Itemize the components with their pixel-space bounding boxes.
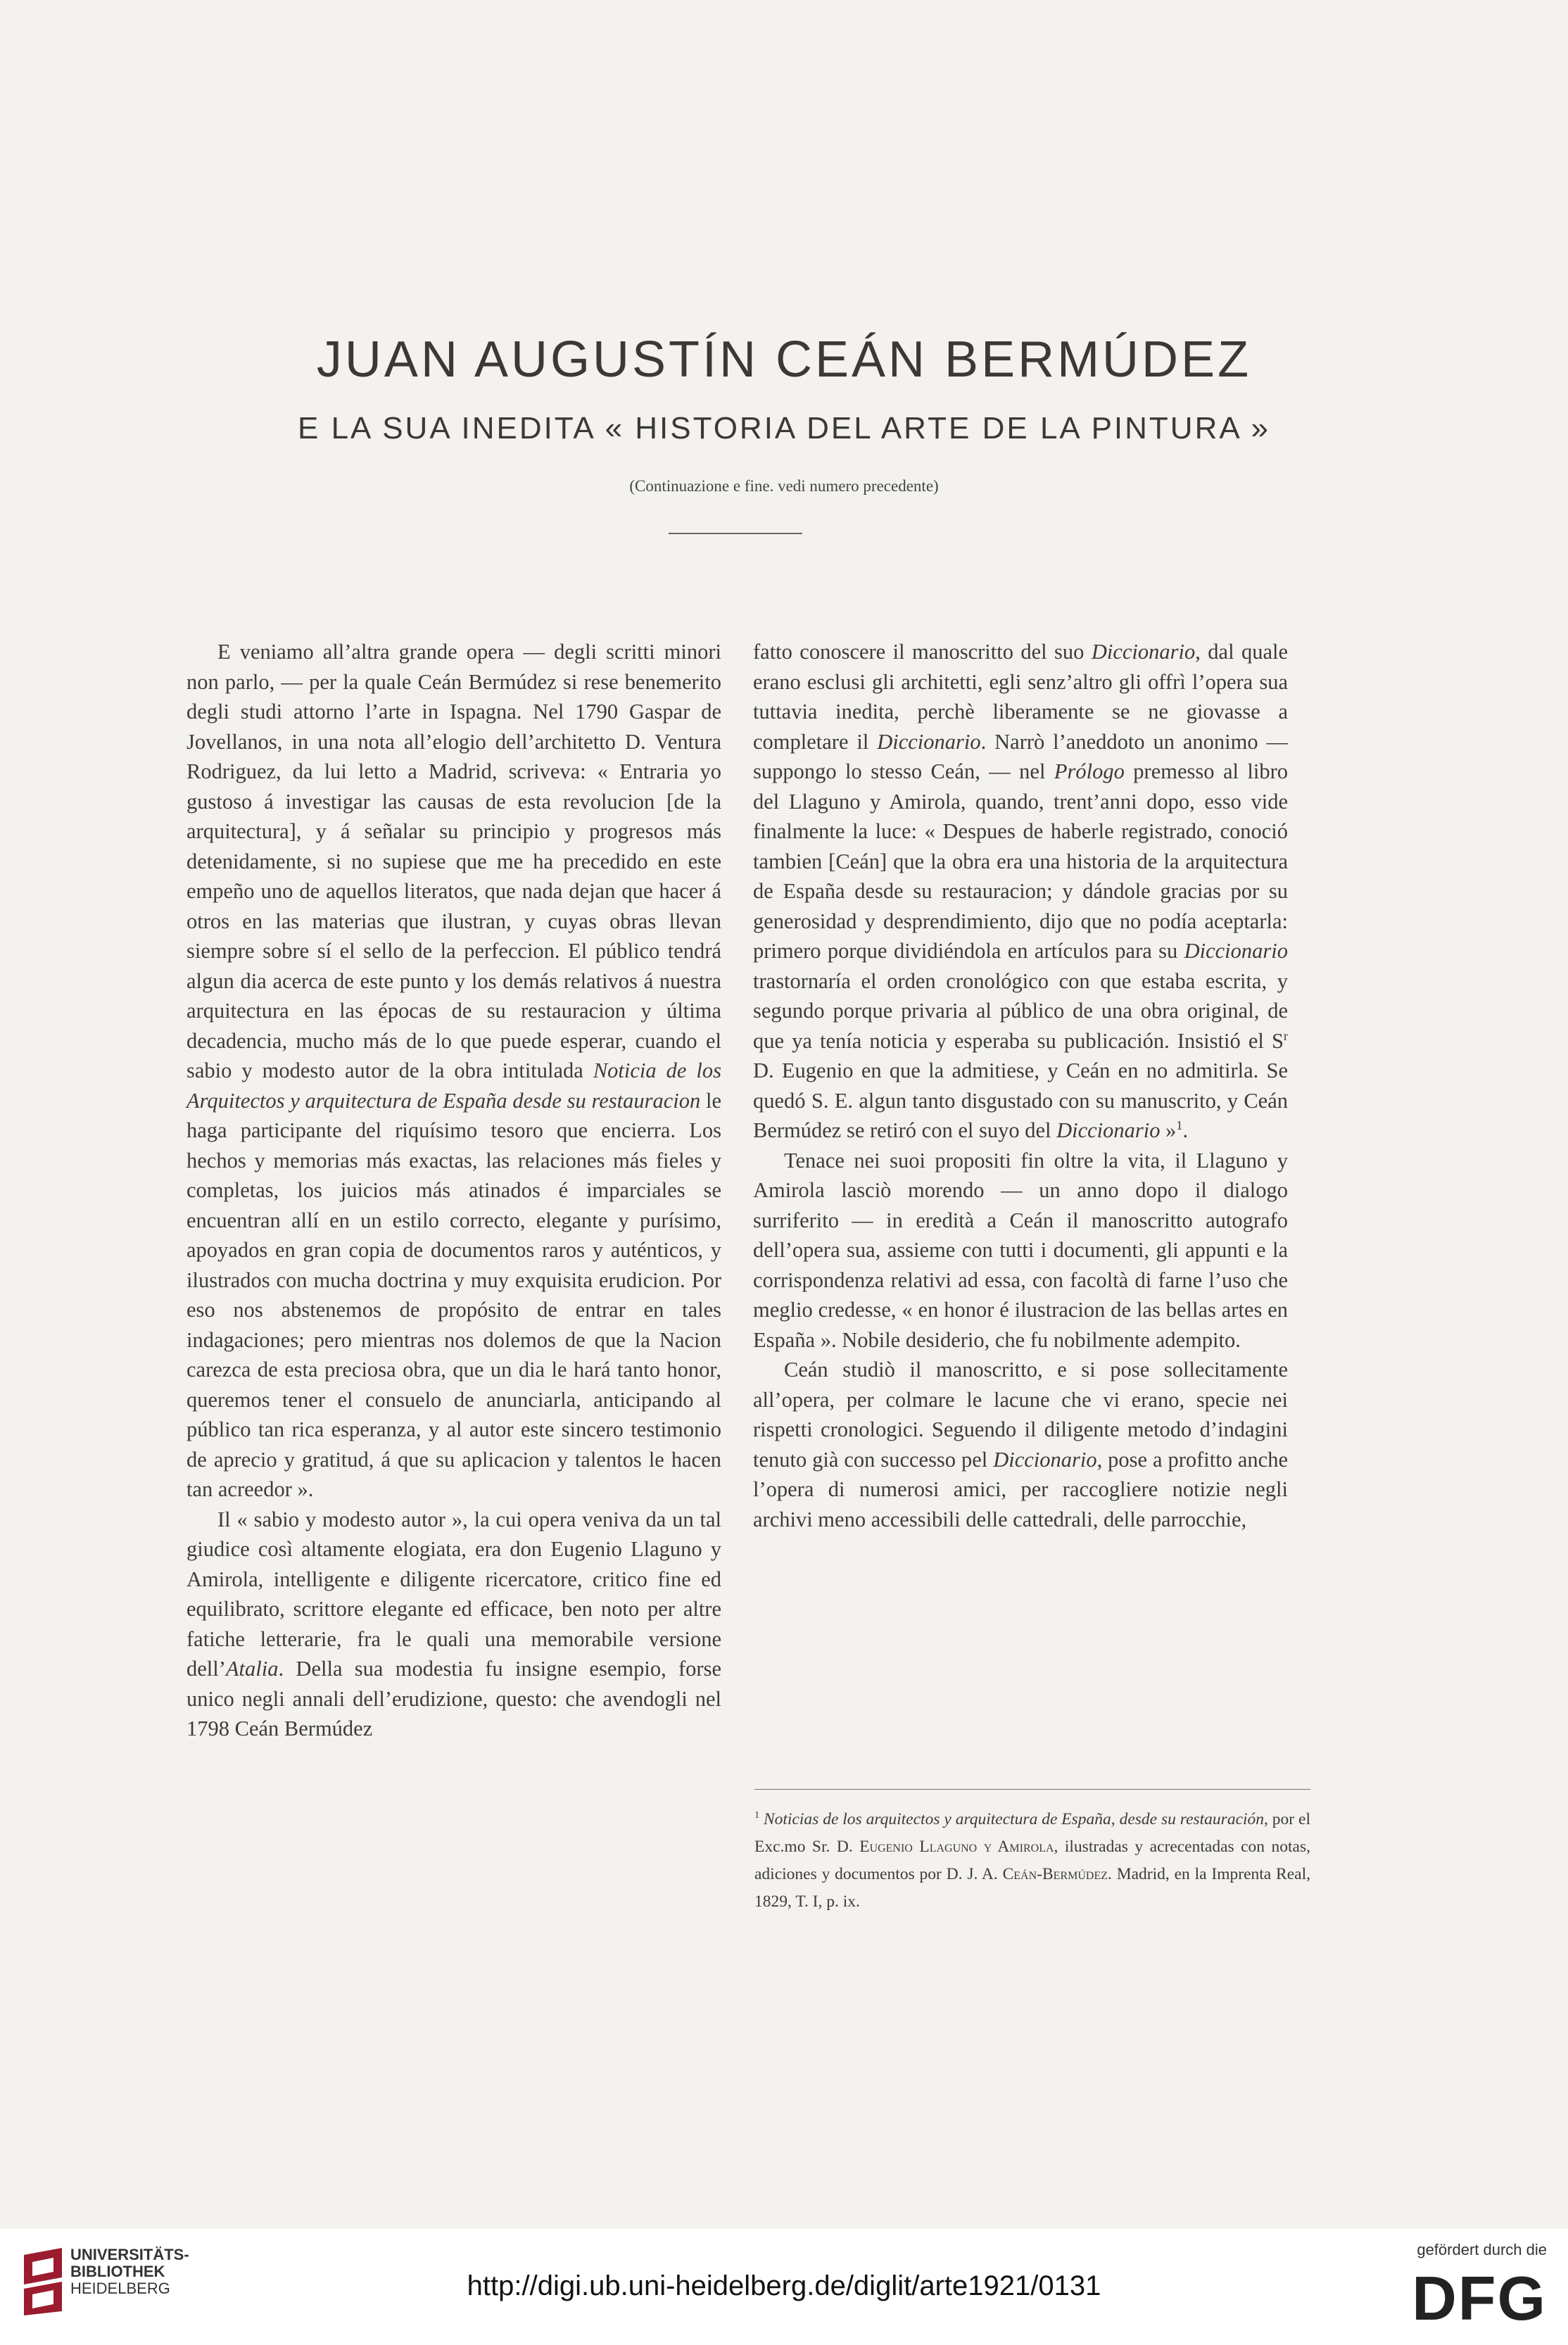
continuation-note: (Continuazione e fine. vedi numero precedente): [629, 477, 939, 495]
right-paragraph-2: Tenace nei suoi propositi fin oltre la vita, il Llaguno y Amirola lasciò morendo — un anno dopo il dialogo surriferito — in eredità a Ceán il manoscritto autografo dell’opera sua, assieme con tutti i documenti, gli appunti e la corrispondenza relativi ad essa, con facoltà di farne l’uso che meglio credesse, « en honor é ilustracion de las bellas artes en España ». Nobile desiderio, che fu nobilmente adempito.: [753, 1148, 1288, 1352]
footnote-reference: 1: [1176, 1118, 1183, 1132]
left-paragraph-2: Il « sabio y modesto autor », la cui opera veniva da un tal giudice così altamente elogiata, era don Eugenio Llaguno y Amirola, intelligente e diligente ricercatore, critico fine ed equilibrato, scrittore elegante ed efficace, ben noto per altre fatiche letterarie, fra le quali una memorabile versione dell’Atalia. Della sua modestia fu insigne esempio, forse unico negli annali dell’erudizione, questo: che avendogli nel 1798 Ceán Bermúdez: [186, 1507, 721, 1740]
article-subtitle: E LA SUA INEDITA « HISTORIA DEL ARTE DE LA PINTURA »: [298, 411, 1270, 445]
right-paragraph-3: Ceán studiò il manoscritto, e si pose sollecitamente all’opera, per colmare le lacune che vi erano, specie nei rispetti cronologici. Seguendo il diligente metodo d’indagini tenuto già con successo pel Diccionario, pose a profitto anche l’opera di numerosi amici, per raccogliere notizie negli archivi meno accessibili delle cattedrali, delle parrocchie,: [753, 1358, 1288, 1531]
university-library-name: UNIVERSITÄTS- BIBLIOTHEK HEIDELBERG: [70, 2246, 189, 2297]
sponsor-caption: gefördert durch die: [1417, 2241, 1547, 2258]
left-column: [186, 637, 721, 1744]
footnote-divider: [754, 1789, 1310, 1790]
left-paragraph-1: E veniamo all’altra grande opera — degli scritti minori non parlo, — per la quale Ceán Bermúdez si rese benemerito degli studi attorno l’arte in Ispagna. Nel 1790 Gaspar de Jovellanos, in una nota all’elogio dell’architetto D. Ventura Rodriguez, da lui letto a Madrid, scriveva: « Entraria yo gustoso á investigar las causas de esta revolucion [de la arquitectura], y á señalar su principio y progresos más detenidamente, si no supiese que me ha precedido en este empeño uno de aquellos literatos, que nada dejan que hacer á otros en las materias que ilustran, y cuyas obras llevan siempre sobre sí el sello de la perfeccion. El público tendrá algun dia acerca de este punto y los demás relativos á nuestra arquitectura en las épocas de su restauracion y última decadencia, mucho más de lo que puede esperar, cuando el sabio y modesto autor de la obra intitulada Noticia de los Arquitectos y arquitectura de España desde su restauracion le haga participante del riquísimo tesoro que encierra. Los hechos y memorias más exactas, las relaciones más fieles y completas, los juicios más atinados é imparciales se encuentran allí en un estilo correcto, elegante y purísimo, apoyados en gran copia de documentos raros y auténticos, y ilustrados con mucha doctrina y muy exquisita erudicion. Por eso nos abstenemos de propósito de entrar en tales indagaciones; pero mientras nos dolemos de que la Nacion carezca de esta preciosa obra, que un dia le hará tanto honor, queremos tener el consuelo de anunciarla, anticipando al público tan rica esperanza, y al autor este sincero testimonio de aprecio y gratitud, á que su aplicacion y talentos le hacen tan acreedor ».: [186, 640, 722, 1501]
footnote: $^1$ Noticias de los arquitectos y arquitectura de España, desde su restauración, por el Exc.mo Sr. D. Eugenio Llaguno y Amirola, ilustradas y acrecentadas con notas, adiciones y documentos por D. J. A. Ceán-Bermúdez. Madrid, en la Imprenta Real, 1829, T. I, p. ix.: [754, 1809, 1311, 1911]
dfg-logo-icon[interactable]: DFG: [1412, 2263, 1547, 2333]
right-column: [753, 637, 1288, 1534]
article-title: JUAN AUGUSTÍN CEÁN BERMÚDEZ: [316, 331, 1252, 388]
permalink-url[interactable]: http://digi.ub.uni-heidelberg.de/diglit/arte1921/0131: [467, 2270, 1101, 2301]
right-paragraph-1: fatto conoscere il manoscritto del suo Diccionario, dal quale erano esclusi gli architetti, egli senz’altro gli offrì l’opera sua tuttavia inedita, perchè liberamente se ne giovasse a completare il Diccionario. Narrò l’aneddoto un anonimo — suppongo lo stesso Ceán, — nel Prólogo premesso al libro del Llaguno y Amirola, quando, trent’anni dopo, esso vide finalmente la luce: « Despues de haberle registrado, conoció tambien [Ceán] que la obra era una historia de la arquitectura de España desde su restauracion; y dándole gracias por su generosidad y desprendimiento, dijo que no podía aceptarla: primero porque dividiéndola en artículos para su Diccionario trastornaría el orden cronológico con que estaba escrita, y segundo porque privaria al público de una obra original, de que ya tenía noticia y esperaba su publicación. Insistió el $S^r$ D. Eugenio en que la admitiese, y Ceán en no admitirla. Se quedó S. E. algun tanto disgustado con su manuscrito, y Ceán Bermúdez se retiró con el suyo del Diccionario »$^1$.: [753, 640, 1288, 1142]
dfg-sponsor: [1385, 2241, 1547, 2332]
title-divider: [669, 533, 802, 534]
